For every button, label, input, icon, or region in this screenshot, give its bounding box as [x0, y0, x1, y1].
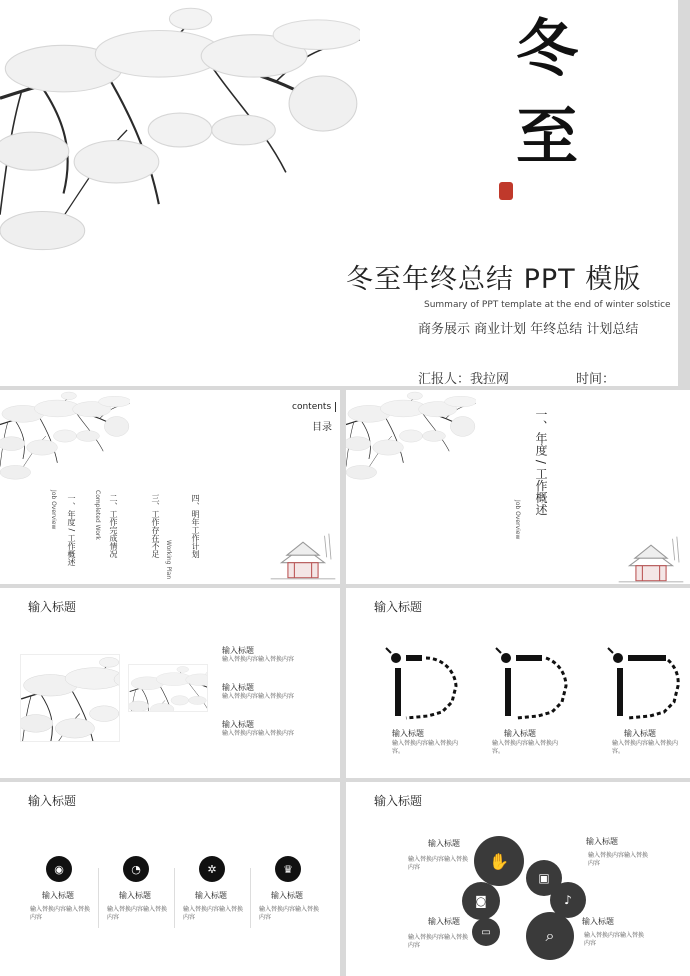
gauge-text-3: 输入替换内容输入替换内容。 [612, 740, 679, 756]
divider [98, 868, 99, 928]
trophy-icon: ♛ [275, 856, 301, 882]
column-text: 输入替换内容输入替换内容 [259, 906, 320, 922]
snow-photo-1 [20, 654, 120, 742]
cluster-text-4: 输入替换内容输入替换内容 [584, 932, 645, 948]
slide-title: 输入标题 [374, 600, 423, 614]
column-text: 输入替换内容输入替换内容 [107, 906, 168, 922]
gauge-1 [384, 646, 458, 720]
gauge-slide [346, 588, 690, 778]
contents-label: contents [292, 402, 332, 412]
title-char-2: 至 [516, 100, 579, 173]
image-icon: ▣ [526, 860, 562, 896]
pie-icon: ◔ [123, 856, 149, 882]
cluster-label-2: 输入标题 [428, 917, 460, 926]
slide-title: 输入标题 [28, 600, 77, 614]
divider [250, 868, 251, 928]
subtitle: Summary of PPT template at the end of winter solstice [424, 300, 671, 310]
gauge-label-1: 输入标题 [392, 729, 424, 738]
column-label: 输入标题 [195, 891, 227, 900]
toc-item-4[interactable]: 四、明年工作计划 [191, 494, 200, 558]
contents-slide [0, 390, 340, 584]
column-text: 输入替换内容输入替换内容 [30, 906, 91, 922]
divider [335, 402, 336, 412]
cluster-label-4: 输入标题 [582, 917, 614, 926]
page-title: 冬至年终总结 PPT 模版 [346, 264, 642, 295]
gauge-label-2: 输入标题 [504, 729, 536, 738]
gauge-3 [606, 646, 680, 720]
cluster-text-2: 输入替换内容输入替换内容 [408, 934, 469, 950]
icon-columns-slide [0, 782, 340, 976]
monitor-icon: ▭ [472, 918, 500, 946]
cluster-label-1: 输入标题 [428, 839, 460, 848]
item-label: 输入标题 [222, 646, 254, 655]
cluster-label-3: 输入标题 [586, 837, 618, 846]
snow-branch-image [346, 390, 476, 482]
column-label: 输入标题 [42, 891, 74, 900]
section-slide [346, 390, 690, 584]
item-text: 输入替换内容输入替换内容 [222, 693, 295, 700]
slide-title: 输入标题 [374, 794, 423, 808]
toc-item-2-en: Completed Work [94, 490, 101, 540]
item-label: 输入标题 [222, 720, 254, 729]
time-label: 时间： [576, 372, 616, 386]
column-label: 输入标题 [119, 891, 151, 900]
item-text: 输入替换内容输入替换内容 [222, 730, 295, 737]
handshake-icon: ✋ [474, 836, 524, 886]
snow-photo-2 [128, 664, 208, 712]
item-label: 输入标题 [222, 683, 254, 692]
gauge-text-2: 输入替换内容输入替换内容。 [492, 740, 559, 756]
bulb-icon: ◉ [46, 856, 72, 882]
tagline: 商务展示 商业计划 年终总结 计划总结 [418, 322, 639, 337]
toc-item-1[interactable]: 一、年度 / 工作概述 [67, 494, 76, 566]
snow-branch-image [0, 390, 130, 482]
contents-label-cn: 目录 [312, 422, 332, 433]
toc-item-1-en: Job Overview [50, 490, 57, 530]
gear-icon: ✲ [199, 856, 225, 882]
gauge-label-3: 输入标题 [624, 729, 656, 738]
column-label: 输入标题 [271, 891, 303, 900]
gauge-2 [494, 646, 568, 720]
snow-branch-image [0, 0, 360, 260]
gauge-text-1: 输入替换内容输入替换内容。 [392, 740, 459, 756]
column-text: 输入替换内容输入替换内容 [183, 906, 244, 922]
title-char-1: 冬 [516, 12, 579, 85]
toc-item-3-en: Working Plan [165, 540, 172, 580]
image-list-slide [0, 588, 340, 778]
red-seal-stamp [499, 182, 513, 200]
section-title-en: Job Overview [514, 500, 521, 540]
circle-cluster-slide [346, 782, 690, 976]
cluster-text-3: 输入替换内容输入替换内容 [588, 852, 649, 868]
bell-icon: ♪ [550, 882, 586, 918]
item-text: 输入替换内容输入替换内容 [222, 656, 295, 663]
divider [174, 868, 175, 928]
slide-title: 输入标题 [28, 794, 77, 808]
cluster-text-1: 输入替换内容输入替换内容 [408, 856, 469, 872]
reporter: 汇报人：我拉网 [418, 372, 510, 386]
pavilion-image [618, 528, 684, 584]
title-slide [0, 0, 678, 386]
section-title: 一、年度 / 工作概述 [534, 408, 548, 516]
pavilion-image [270, 525, 336, 581]
search-icon: ⌕ [526, 912, 574, 960]
camera-icon: ◙ [462, 882, 500, 920]
toc-item-3[interactable]: 三、工作存在不足 [151, 494, 160, 558]
toc-item-2[interactable]: 二、工作完成情况 [109, 494, 118, 558]
